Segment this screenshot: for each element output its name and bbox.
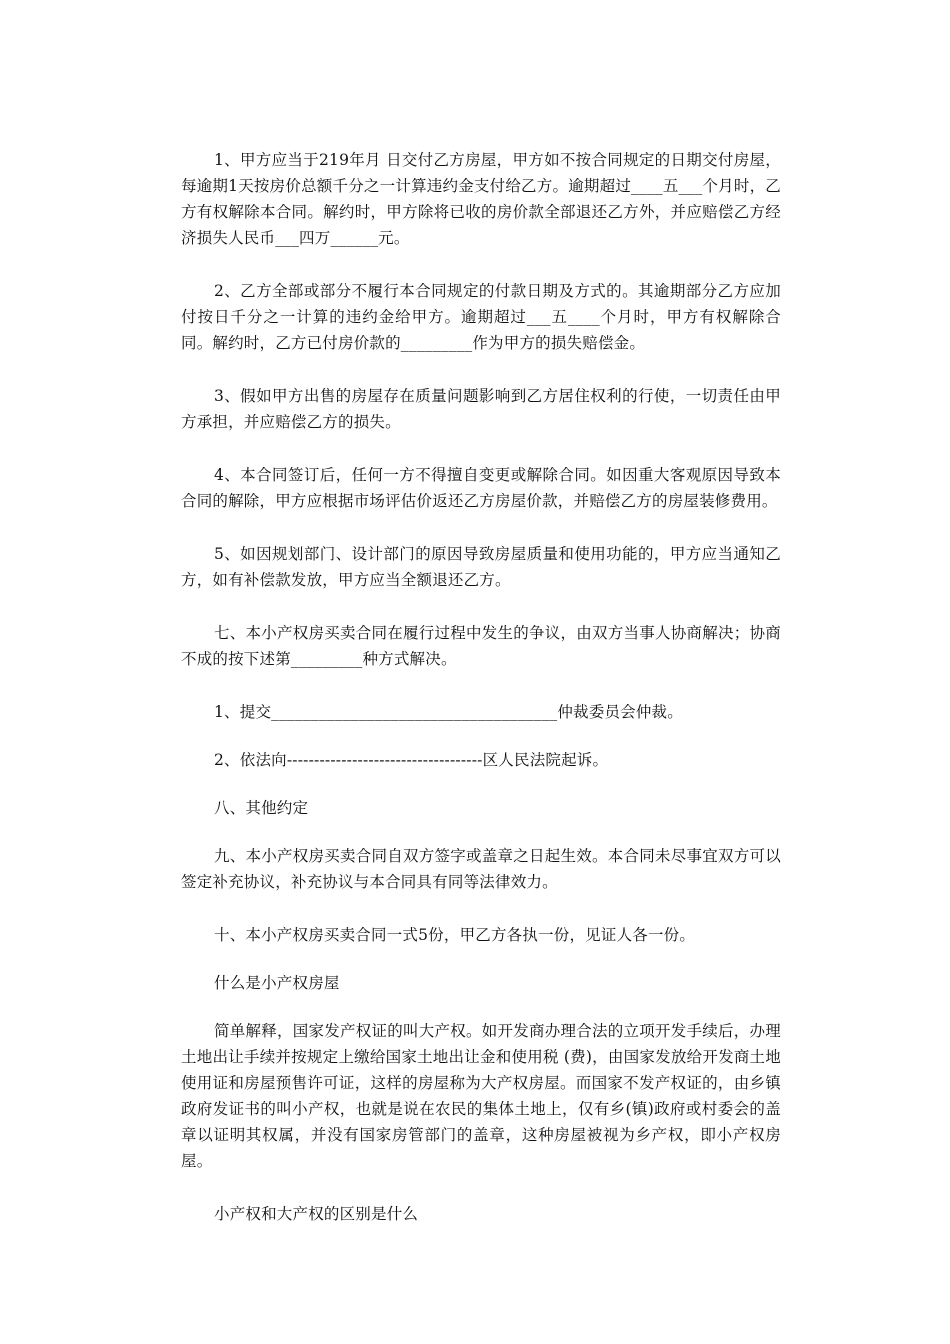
heading-what-is-small-property: 什么是小产权房屋	[214, 974, 340, 992]
heading-difference: 小产权和大产权的区别是什么	[214, 1205, 419, 1223]
paragraph-arbitration: 1、提交____________________________________仲裁委员会仲裁。	[214, 703, 683, 721]
paragraph-clause-5-planning: 5、如因规划部门、设计部门的原因导致房屋质量和使用功能的，甲方应当通知乙方，如有补偿款发放，甲方应当全额退还乙方。	[181, 545, 781, 589]
document-body	[181, 147, 781, 1249]
paragraph-explanation: 简单解释，国家发产权证的叫大产权。如开发商办理合法的立项开发手续后，办理土地出让手续并按规定上缴给国家土地出让金和使用税 (费)，由国家发放给开发商土地使用证和房屋预售许可证，这样的房屋称为大产权房屋。而国家不发产权证的，由乡镇政府发证书的叫小产权，也就是说在农民的集体土地上，仅有乡(镇)政府或村委会的盖章以证明其权属，并没有国家房管部门的盖章，这种房屋被视为乡产权，即小产权房屋。	[181, 1022, 781, 1170]
paragraph-section-9-effect: 九、本小产权房买卖合同自双方签字或盖章之日起生效。本合同未尽事宜双方可以签定补充协议，补充协议与本合同具有同等法律效力。	[181, 847, 781, 891]
paragraph-court: 2、依法向------------------------------------区人民法院起诉。	[214, 751, 609, 769]
paragraph-clause-1-delivery: 1、甲方应当于219年月 日交付乙方房屋，甲方如不按合同规定的日期交付房屋，每逾期1天按房价总额千分之一计算违约金支付给乙方。逾期超过____五___个月时，乙方有权解除本合同。解约时，甲方除将已收的房价款全部退还乙方外，并应赔偿乙方经济损失人民币___四万______元。	[181, 151, 781, 247]
paragraph-section-10-copies: 十、本小产权房买卖合同一式5份，甲乙方各执一份，见证人各一份。	[214, 926, 696, 944]
paragraph-clause-4-termination: 4、本合同签订后，任何一方不得擅自变更或解除合同。如因重大客观原因导致本合同的解除，甲方应根据市场评估价返还乙方房屋价款，并赔偿乙方的房屋装修费用。	[181, 466, 781, 510]
paragraph-section-8-other: 八、其他约定	[214, 799, 309, 817]
paragraph-clause-2-payment: 2、乙方全部或部分不履行本合同规定的付款日期及方式的。其逾期部分乙方应加付按日千分之一计算的违约金给甲方。逾期超过___五____个月时，甲方有权解除合同。解约时，乙方已付房价款的_________作为甲方的损失赔偿金。	[181, 282, 781, 352]
paragraph-clause-3-quality: 3、假如甲方出售的房屋存在质量问题影响到乙方居住权利的行使，一切责任由甲方承担，并应赔偿乙方的损失。	[181, 387, 781, 431]
paragraph-section-7-disputes: 七、本小产权房买卖合同在履行过程中发生的争议，由双方当事人协商解决；协商不成的按下述第_________种方式解决。	[181, 624, 781, 668]
